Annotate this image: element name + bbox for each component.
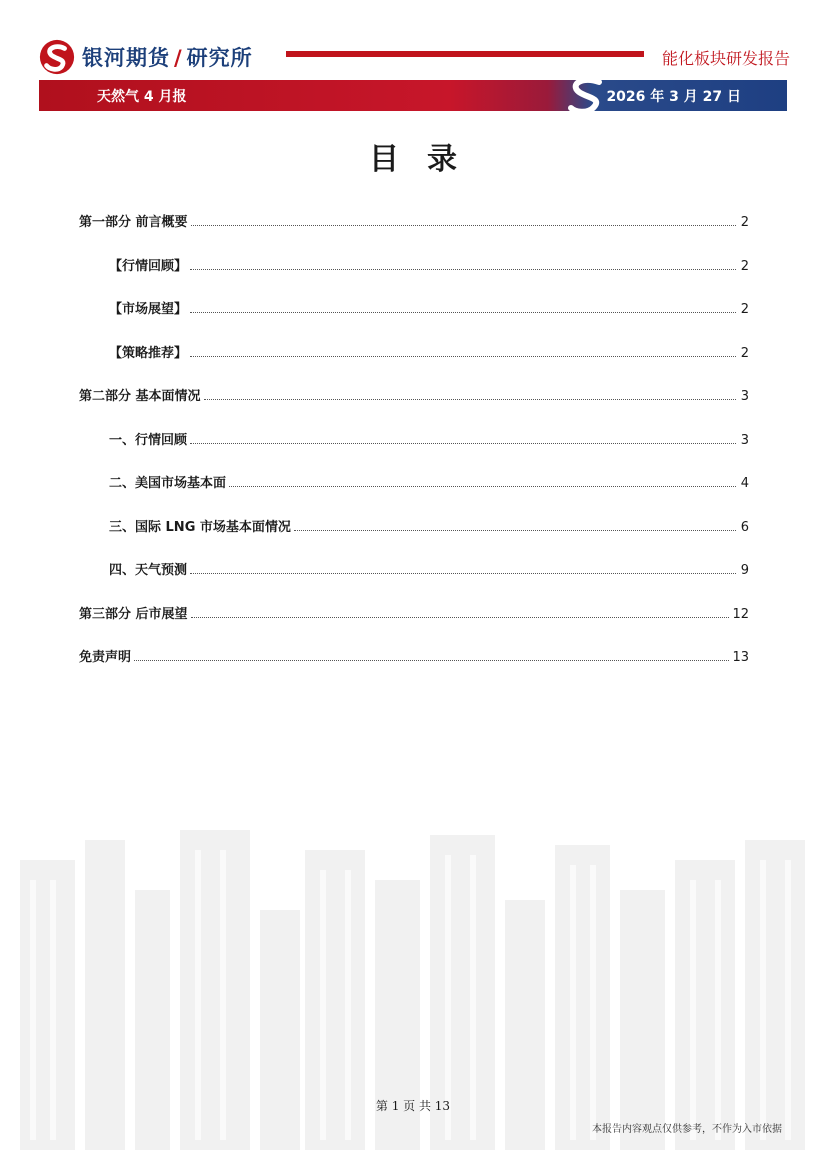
toc-entry[interactable] bbox=[79, 643, 749, 665]
toc-entry[interactable] bbox=[79, 339, 749, 361]
toc-entry-label: 免责声明 bbox=[79, 650, 132, 665]
toc-leader-dots bbox=[190, 356, 736, 357]
toc-entry-page: 12 bbox=[732, 606, 749, 622]
toc-entry-label: 【策略推荐】 bbox=[109, 345, 188, 361]
toc-leader-dots bbox=[190, 269, 736, 270]
toc-leader-dots bbox=[190, 573, 736, 574]
toc-entry[interactable] bbox=[79, 469, 749, 491]
toc-entry-label: 二、美国市场基本面 bbox=[109, 476, 227, 491]
toc-entry[interactable] bbox=[79, 556, 749, 578]
toc-entry-label: 第二部分 基本面情况 bbox=[79, 389, 201, 404]
toc-leader-dots bbox=[191, 225, 736, 226]
report-type: 能化板块研发报告 bbox=[661, 49, 790, 68]
footer-disclaimer: 本报告内容观点仅供参考，不作为入市依据 bbox=[592, 1124, 782, 1135]
toc-entry-page: 2 bbox=[740, 345, 749, 361]
banner-date: 2026 年 3 月 27 日 bbox=[606, 89, 741, 105]
brand-sub-text: 研究所 bbox=[186, 46, 253, 70]
toc-entry[interactable] bbox=[79, 426, 749, 448]
toc-entry[interactable] bbox=[79, 600, 749, 622]
header-banner bbox=[39, 80, 787, 111]
toc-entry[interactable] bbox=[79, 208, 749, 230]
toc-entry-page: 13 bbox=[732, 650, 749, 665]
toc-entry-label: 【市场展望】 bbox=[109, 302, 188, 317]
toc-leader-dots bbox=[204, 399, 736, 400]
toc-entry-page: 6 bbox=[740, 519, 749, 535]
toc-entry-page: 2 bbox=[740, 215, 749, 230]
toc-entry-label: 四、天气预测 bbox=[109, 563, 188, 578]
header-rule bbox=[286, 51, 644, 57]
toc-leader-dots bbox=[294, 530, 736, 531]
brand-slash: / bbox=[174, 46, 183, 70]
page-title: 目录 bbox=[369, 142, 485, 177]
toc-entry-label: 【行情回顾】 bbox=[109, 258, 188, 274]
toc-leader-dots bbox=[190, 312, 736, 313]
toc-entry-page: 4 bbox=[740, 476, 749, 491]
toc-leader-dots bbox=[134, 660, 729, 661]
galaxy-logo-icon bbox=[38, 38, 76, 76]
toc-entry[interactable] bbox=[79, 382, 749, 404]
toc-entry-label: 第一部分 前言概要 bbox=[79, 215, 188, 230]
toc-entry-label: 三、国际 LNG 市场基本面情况 bbox=[109, 519, 291, 535]
toc-leader-dots bbox=[190, 443, 736, 444]
toc-entry-page: 3 bbox=[740, 432, 749, 448]
toc-entry-page: 3 bbox=[740, 389, 749, 404]
toc-entry[interactable] bbox=[79, 295, 749, 317]
toc-entry-page: 2 bbox=[740, 302, 749, 317]
toc-leader-dots bbox=[229, 486, 736, 487]
toc-leader-dots bbox=[191, 617, 730, 618]
toc-entry-label: 一、行情回顾 bbox=[109, 432, 188, 448]
banner-title: 天然气 4 月报 bbox=[97, 89, 187, 105]
toc-entry-label: 第三部分 后市展望 bbox=[79, 606, 188, 622]
page-number: 第 1 页 共 13 bbox=[375, 1099, 451, 1113]
toc-entry[interactable] bbox=[79, 252, 749, 274]
toc-entry[interactable] bbox=[79, 513, 749, 535]
brand-name-text: 银河期货 bbox=[82, 46, 170, 70]
toc-entry-page: 2 bbox=[740, 258, 749, 274]
toc-entry-page: 9 bbox=[740, 563, 749, 578]
brand-name bbox=[82, 42, 253, 72]
